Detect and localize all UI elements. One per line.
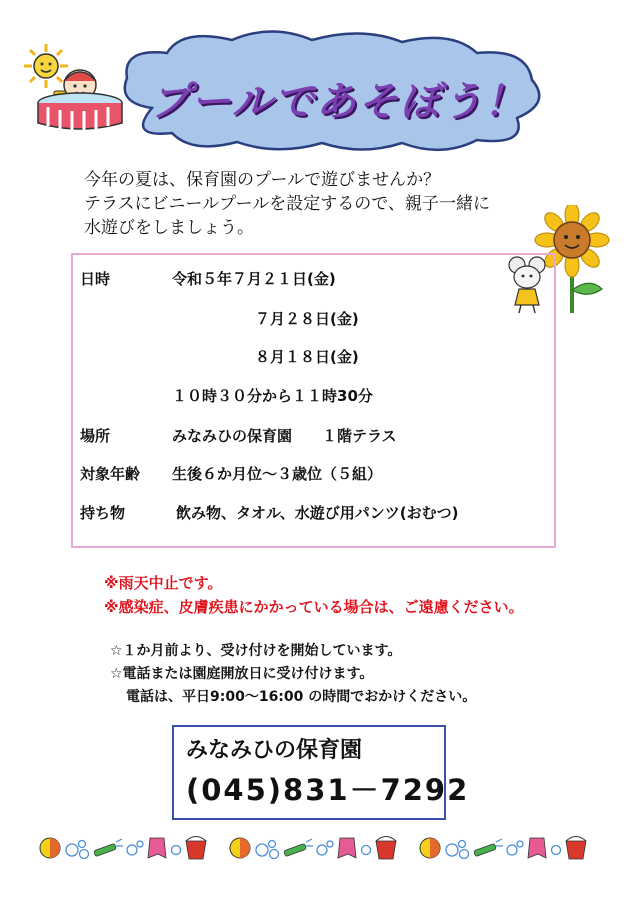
intro-line-3: 水遊びをしましょう。 bbox=[84, 218, 254, 238]
contact-name: みなみひの保育園 bbox=[186, 738, 363, 763]
reception-note-1: ☆１か月前より、受け付けを開始しています。 bbox=[110, 643, 402, 659]
intro-line-1: 今年の夏は、保育園のプールで遊びませんか？ bbox=[84, 170, 441, 190]
date-3: ８月１８日(金) bbox=[255, 348, 359, 366]
items-label: 持ち物 bbox=[80, 504, 126, 522]
contact-phone: (045)831－7292 bbox=[186, 773, 470, 807]
place-value: みなみひの保育園 １階テラス bbox=[172, 427, 397, 445]
illness-notice: ※感染症、皮膚疾患にかかっている場合は、ご遠慮ください。 bbox=[104, 598, 524, 616]
datetime-label: 日時 bbox=[80, 270, 111, 288]
child-in-pool-icon bbox=[30, 55, 125, 135]
decorative-border bbox=[36, 832, 606, 864]
target-age-label: 対象年齢 bbox=[80, 465, 141, 483]
page-title: プールであそぼう！ bbox=[150, 79, 526, 125]
event-time: １０時３０分から１１時30分 bbox=[172, 387, 373, 405]
reception-note-2: ☆電話または園庭開放日に受け付けます。 bbox=[110, 666, 374, 682]
reception-note-3: 電話は、平日9:00～16:00 の時間でおかけください。 bbox=[126, 689, 477, 705]
date-1: 令和５年７月２１日(金) bbox=[172, 270, 336, 288]
items-value: 飲み物、タオル、水遊び用パンツ(おむつ) bbox=[176, 504, 459, 522]
rain-cancel-notice: ※雨天中止です。 bbox=[104, 574, 223, 592]
intro-line-2: テラスにビニールプールを設定するので、親子一緒に bbox=[84, 194, 490, 214]
date-2: ７月２８日(金) bbox=[255, 310, 359, 328]
place-label: 場所 bbox=[80, 427, 111, 445]
target-age-value: 生後６か月位～３歳位（５組） bbox=[172, 465, 383, 483]
